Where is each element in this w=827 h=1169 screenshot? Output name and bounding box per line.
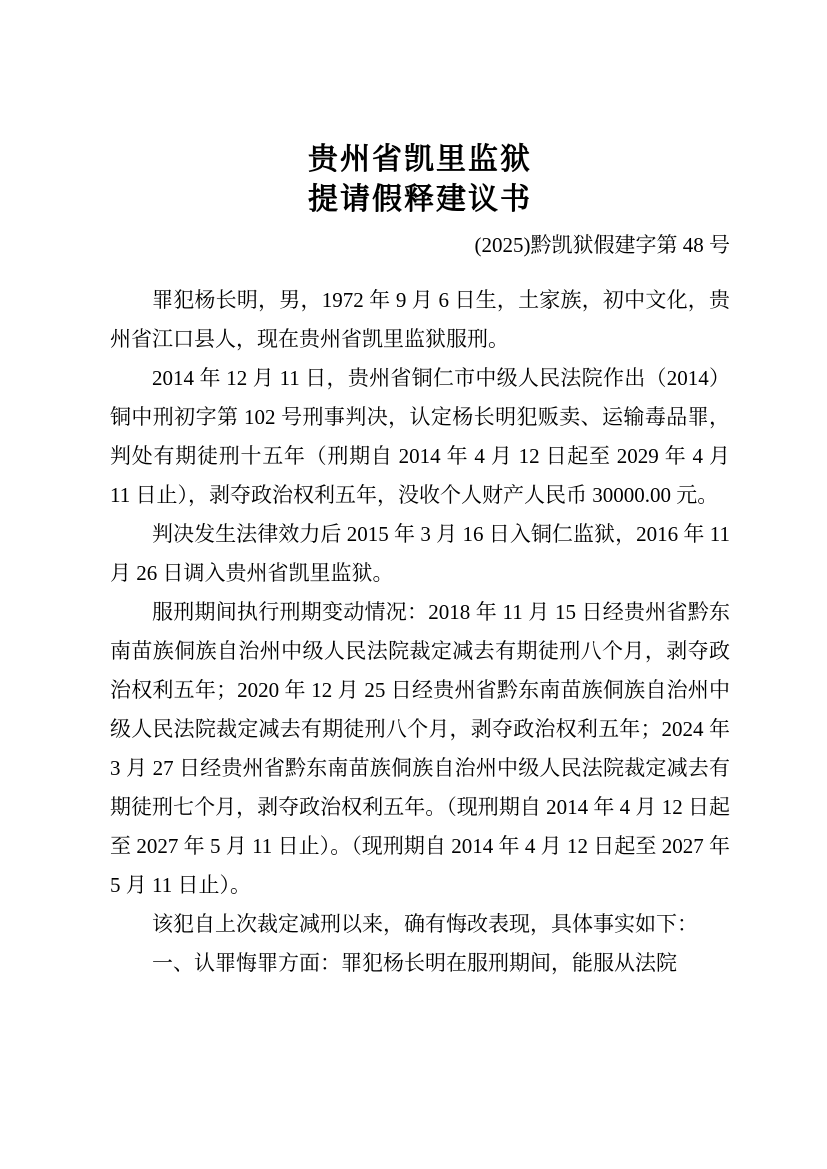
document-content: [110, 140, 730, 983]
title-organization: 贵州省凯里监狱: [308, 143, 532, 176]
document-title: [110, 140, 730, 220]
paragraph-sentence-changes: 服刑期间执行刑期变动情况：2018 年 11 月 15 日经贵州省黔东南苗族侗族自治州中级人民法院裁定减去有期徒刑八个月，剥夺政治权利五年；2020 年 12 月 25 日经贵州省黔东南苗族侗族自治州中级人民法院裁定减去有期徒刑八个月，剥夺政治权利五年；2024 年 3 月 27 日经贵州省黔东南苗族侗族自治州中级人民法院裁定减去有期徒刑七个月，剥夺政治权利五年。（现刑期自 2014 年 4 月 12 日起至 2027 年 5 月 11 日止）。（现刑期自 2014 年 4 月 12 日起至 2027 年 5 月 11 日止）。: [110, 600, 730, 897]
document-number: (2025)黔凯狱假建字第 48 号: [474, 233, 730, 257]
document-body: [110, 281, 730, 983]
paragraph-inmate-info: 罪犯杨长明，男，1972 年 9 月 6 日生，土家族，初中文化，贵州省江口县人，现在贵州省凯里监狱服刑。: [110, 288, 730, 351]
paragraph-prison-transfer: 判决发生法律效力后 2015 年 3 月 16 日入铜仁监狱，2016 年 11 月 26 日调入贵州省凯里监狱。: [110, 522, 730, 585]
paragraph-sentence-judgment: 2014 年 12 月 11 日，贵州省铜仁市中级人民法院作出（2014）铜中刑初字第 102 号刑事判决，认定杨长明犯贩卖、运输毒品罪，判处有期徒刑十五年（刑期自 2014 年 4 月 12 日起至 2029 年 4 月 11 日止），剥夺政治权利五年，没收个人财产人民币 30000.00 元。: [110, 366, 730, 507]
title-document-type: 提请假释建议书: [308, 183, 532, 216]
paragraph-repentance-item-one: 一、认罪悔罪方面：罪犯杨长明在服刑期间，能服从法院: [152, 951, 677, 975]
paragraph-repentance-intro: 该犯自上次裁定减刑以来，确有悔改表现，具体事实如下：: [152, 912, 698, 936]
